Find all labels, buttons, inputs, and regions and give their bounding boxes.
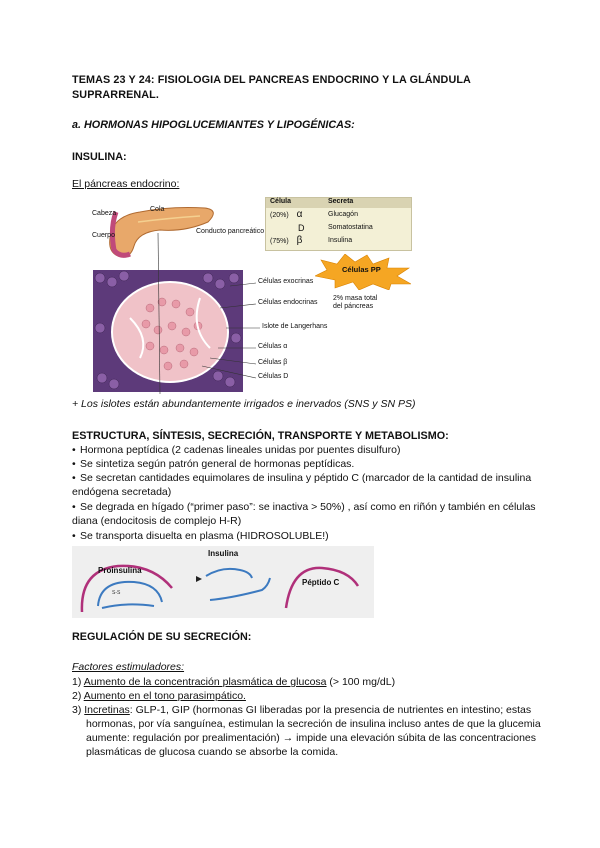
list-item: • Se secretan cantidades equimolares de insulina y péptido C (marcador de la cantidad de insulina endógena secretada) xyxy=(72,472,532,498)
estructura-heading: ESTRUCTURA, SÍNTESIS, SECRECIÓN, TRANSPORTE Y METABOLISMO: xyxy=(72,430,449,442)
table-row xyxy=(266,234,411,247)
section-a-heading: a. HORMONAS HIPOGLUCEMIANTES Y LIPOGÉNICAS: xyxy=(72,119,355,131)
insulina-heading: INSULINA: xyxy=(72,151,127,163)
list-item: • Se degrada en hígado (“primer paso”: se inactiva > 50%) , así como en riñón y también en células diana (endocitosis de complejo H-R) xyxy=(72,501,536,527)
islotes-note: + Los islotes están abundantemente irrigados e inervados (SNS y SN PS) xyxy=(72,398,416,410)
document-title: TEMAS 23 Y 24: FISIOLOGIA DEL PANCREAS ENDOCRINO Y LA GLÁNDULA SUPRARRENAL. xyxy=(72,74,471,101)
table-cell-hormone: Somatostatina xyxy=(328,224,373,231)
proinsulina-label: Proinsulina xyxy=(98,566,142,575)
burst-label: Células PP xyxy=(342,265,381,274)
islet-label: Células α xyxy=(258,343,288,350)
table-cell-pct: (75%) xyxy=(270,238,289,245)
insulina-label: Insulina xyxy=(208,549,239,558)
table-cell-type: β xyxy=(296,235,303,246)
islet-label: Células endocrinas xyxy=(258,299,318,306)
table-cell-hormone: Glucagón xyxy=(328,211,358,218)
cell-secretion-table xyxy=(265,197,412,251)
peptido-c-label: Péptido C xyxy=(302,578,340,587)
factores-label: Factores estimuladores: xyxy=(72,661,185,673)
insulin-processing-figure xyxy=(72,546,374,618)
list-item: 1) Aumento de la concentración plasmática de glucosa (> 100 mg/dL) xyxy=(72,676,396,688)
table-cell-pct: (20%) xyxy=(270,212,289,219)
islet-label: Células D xyxy=(258,373,289,380)
regulacion-heading: REGULACIÓN DE SU SECRECIÓN: xyxy=(72,631,252,643)
islet-label: 2% masa total del páncreas xyxy=(333,295,378,310)
table-row xyxy=(266,208,411,221)
list-item: • Se transporta disuelta en plasma (HIDROSOLUBLE!) xyxy=(72,530,329,542)
list-item: • Hormona peptídica (2 cadenas lineales unidas por puentes disulfuro) xyxy=(72,444,401,456)
list-item: 3) Incretinas: GLP-1, GIP (hormonas GI liberadas por la presencia de nutrientes en intestino; estas hormonas, por vía sanguínea, estimulan la secreción de insulina incluso antes de que la glucemia aumente: regulación por prealimentación) → impide una elevación súbita de las concentraciones plasmáticas de glucosa cuando se absorbe la comida. xyxy=(72,704,541,758)
svg-text:S-S: S-S xyxy=(112,590,121,596)
organ-label: Cuerpo xyxy=(92,232,115,239)
organ-label: Cabeza xyxy=(92,210,117,217)
islet-label: Células exocrinas xyxy=(258,278,314,285)
pancreas-label: El páncreas endocrino: xyxy=(72,178,180,190)
organ-label: Conducto pancreático xyxy=(196,228,265,235)
list-item: 2) Aumento en el tono parasimpático. xyxy=(72,690,246,702)
islet-label: Células β xyxy=(258,359,288,366)
table-row xyxy=(266,221,411,234)
list-item: • Se sintetiza según patrón general de hormonas peptídicas. xyxy=(72,458,355,470)
table-cell-type: α xyxy=(296,209,303,220)
table-header-secretes: Secreta xyxy=(328,198,354,205)
table-cell-hormone: Insulina xyxy=(328,237,353,244)
organ-label: Cola xyxy=(150,206,165,213)
table-cell-type: D xyxy=(298,222,305,233)
table-header-cell: Célula xyxy=(270,198,292,205)
islet-label: Islote de Langerhans xyxy=(262,323,328,330)
